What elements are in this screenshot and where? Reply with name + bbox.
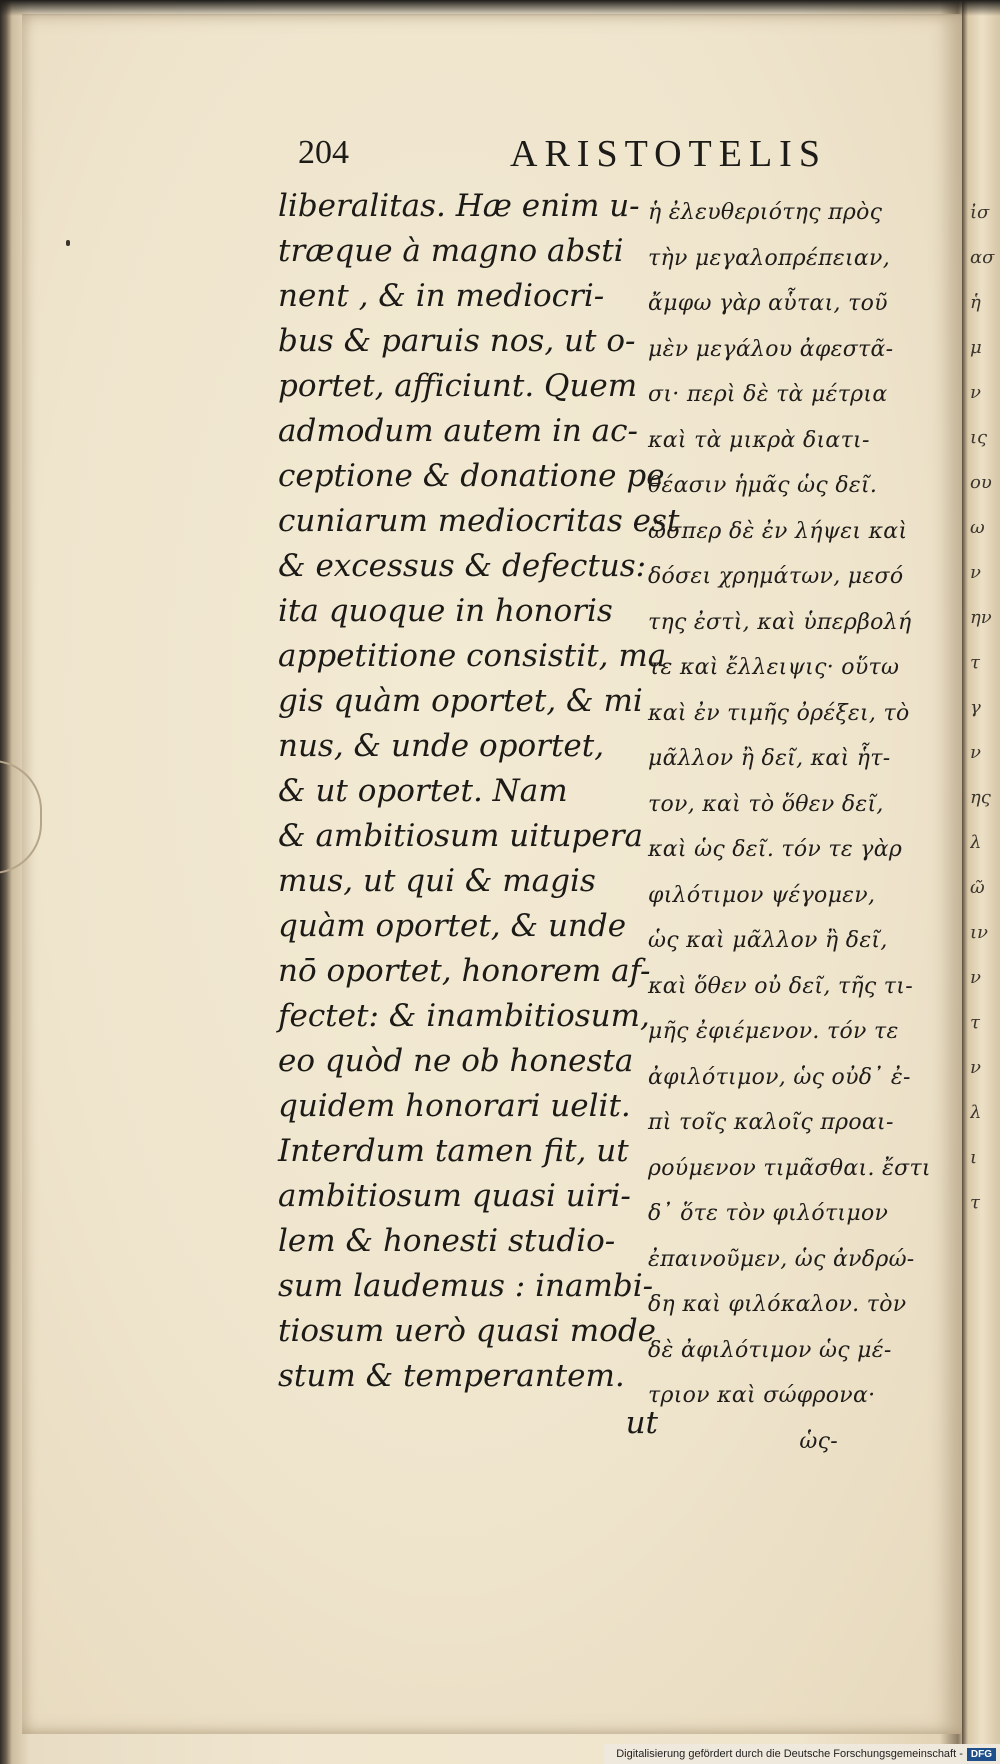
latin-text-line: tiosum uerò quasi mode — [278, 1313, 657, 1349]
latin-text-column — [278, 184, 680, 1446]
latin-text-line: quàm oportet, & unde — [278, 908, 627, 944]
margin-fragment: λ — [970, 832, 982, 853]
latin-text-line: nent , & in mediocri- — [278, 278, 605, 314]
greek-text-line: ὥσπερ δὲ ἐν λήψει καὶ — [648, 518, 908, 544]
margin-fragment: τ — [970, 1012, 980, 1033]
greek-text-line: καὶ ὡς δεῖ. τόν τε γὰρ — [648, 837, 903, 862]
digitization-footer — [604, 1744, 1000, 1764]
margin-fragment: ν — [970, 562, 981, 583]
greek-text-line: δη καὶ φιλόκαλον. τὸν — [648, 1292, 907, 1317]
margin-fragment: λ — [970, 1102, 982, 1123]
greek-text-line: ἀφιλότιμον, ὡς οὐδ᾽ ἐ- — [648, 1064, 911, 1090]
greek-text-line: τὴν μεγαλοπρέπειαν, — [648, 245, 891, 271]
running-title: ARISTOTELIS — [510, 133, 827, 175]
margin-fragment: ν — [970, 967, 981, 988]
greek-text-line: δὲ ἀφιλότιμον ὡς μέ- — [648, 1337, 892, 1363]
latin-text-line: eo quòd ne ob honesta — [278, 1043, 634, 1079]
facing-page-margin-fragments — [970, 190, 1000, 1225]
latin-text-line: bus & paruis nos, ut o- — [278, 323, 636, 359]
greek-text-line: δ᾽ ὅτε τὸν φιλότιμον — [648, 1201, 889, 1226]
latin-text-line: fectet: & inambitiosum, — [278, 998, 650, 1034]
margin-fragment: ν — [970, 382, 981, 403]
greek-text-line: της ἐστὶ, καὶ ὑπερβολή — [648, 609, 912, 635]
latin-text-line: mus, ut qui & magis — [278, 863, 596, 899]
margin-fragment: ἡ — [970, 292, 981, 313]
latin-text-line: quidem honorari uelit. — [278, 1088, 631, 1124]
margin-fragment: ις — [970, 427, 988, 448]
ink-speck — [66, 240, 70, 246]
margin-fragment: ης — [970, 787, 991, 808]
latin-text-line: ita quoque in honoris — [278, 593, 613, 629]
margin-fragment: ἰσ — [970, 202, 990, 223]
margin-fragment: ην — [970, 607, 992, 628]
greek-text-line: καὶ ἐν τιμῆς ὀρέξει, τὸ — [648, 700, 910, 726]
latin-text-line: cuniarum mediocritas est — [278, 503, 680, 539]
latin-text-line: lem & honesti studio- — [278, 1223, 616, 1259]
greek-text-line: τον, καὶ τὸ ὅθεν δεῖ, — [648, 791, 884, 817]
latin-text-line: nō oportet, honorem af- — [278, 953, 651, 989]
latin-text-line: træque à magno absti — [278, 233, 624, 269]
margin-fragment: ν — [970, 742, 981, 763]
margin-fragment: ασ — [970, 247, 995, 268]
margin-fragment: τ — [970, 1192, 980, 1213]
greek-text-line: τριον καὶ σώφρονα· — [648, 1383, 876, 1408]
greek-text-line: ἡ ἐλευθεριότης πρὸς — [648, 200, 883, 225]
latin-text-line: sum laudemus : inambi- — [278, 1268, 654, 1304]
greek-text-line: ρούμενον τιμᾶσθαι. ἔστι — [648, 1155, 931, 1181]
dfg-logo: DFG — [967, 1748, 996, 1761]
greek-catchword: ὡς- — [799, 1428, 838, 1454]
margin-fragment: μ — [970, 337, 982, 358]
latin-text-line: & excessus & defectus: — [278, 548, 647, 584]
top-shadow — [0, 0, 1000, 16]
margin-fragment: τ — [970, 652, 980, 673]
margin-fragment: ου — [970, 472, 992, 493]
latin-text-line: appetitione consistit, ma — [278, 638, 667, 674]
greek-text-line: μὲν μεγάλου ἀφεστᾶ- — [648, 336, 894, 362]
page-number: 204 — [298, 134, 349, 171]
latin-text-line: portet, afficiunt. Quem — [278, 368, 638, 404]
latin-catchword: ut — [625, 1405, 658, 1441]
greek-text-line: μῆς ἐφιέμενον. τόν τε — [648, 1019, 899, 1044]
margin-fragment: ν — [970, 1057, 981, 1078]
greek-text-line: καὶ ὅθεν οὐ δεῖ, τῆς τι- — [648, 973, 913, 999]
latin-text-line: admodum autem in ac- — [278, 413, 638, 449]
greek-text-line: ἐπαινοῦμεν, ὡς ἀνδρώ- — [648, 1246, 915, 1272]
latin-text-line: stum & temperantem. — [278, 1358, 625, 1394]
latin-text-line: gis quàm oportet, & mi — [278, 683, 643, 719]
latin-text-line: Interdum tamen fit, ut — [278, 1133, 629, 1169]
greek-text-column — [648, 190, 948, 1464]
margin-fragment: ῶ — [970, 877, 985, 898]
greek-text-line: δόσει χρημάτων, μεσό — [648, 564, 904, 589]
greek-text-line: σι· περὶ δὲ τὰ μέτρια — [648, 382, 888, 407]
greek-text-line: τε καὶ ἔλλειψις· οὕτω — [648, 655, 900, 680]
latin-text-line: ceptione & donatione pe — [278, 458, 665, 494]
latin-text-line: ambitiosum quasi uiri- — [278, 1178, 631, 1214]
margin-fragment: ω — [970, 517, 985, 538]
latin-text-line: nus, & unde oportet, — [278, 728, 605, 764]
latin-text-line: & ambitiosum uitupera — [278, 818, 644, 854]
greek-text-line: θέασιν ἡμᾶς ὡς δεῖ. — [648, 473, 878, 498]
footer-credit: Digitalisierung gefördert durch die Deutsche Forschungsgemeinschaft - — [616, 1748, 963, 1760]
greek-text-line: ἄμφω γὰρ αὗται, τοῦ — [648, 291, 888, 316]
greek-text-line: ὡς καὶ μᾶλλον ἢ δεῖ, — [648, 928, 888, 953]
greek-text-line: φιλότιμον ψέγομεν, — [648, 882, 876, 908]
page-header — [290, 128, 910, 188]
greek-text-line: καὶ τὰ μικρὰ διατι- — [648, 427, 870, 453]
greek-text-line: μᾶλλον ἢ δεῖ, καὶ ἧτ- — [648, 746, 891, 771]
greek-text-line: πὶ τοῖς καλοῖς προαι- — [648, 1110, 894, 1135]
latin-text-line: liberalitas. Hæ enim u- — [278, 188, 640, 224]
margin-fragment: γ — [970, 697, 981, 718]
latin-text-line: & ut oportet. Nam — [278, 773, 568, 809]
margin-fragment: ι — [970, 1147, 978, 1168]
margin-fragment: ιν — [970, 922, 988, 943]
